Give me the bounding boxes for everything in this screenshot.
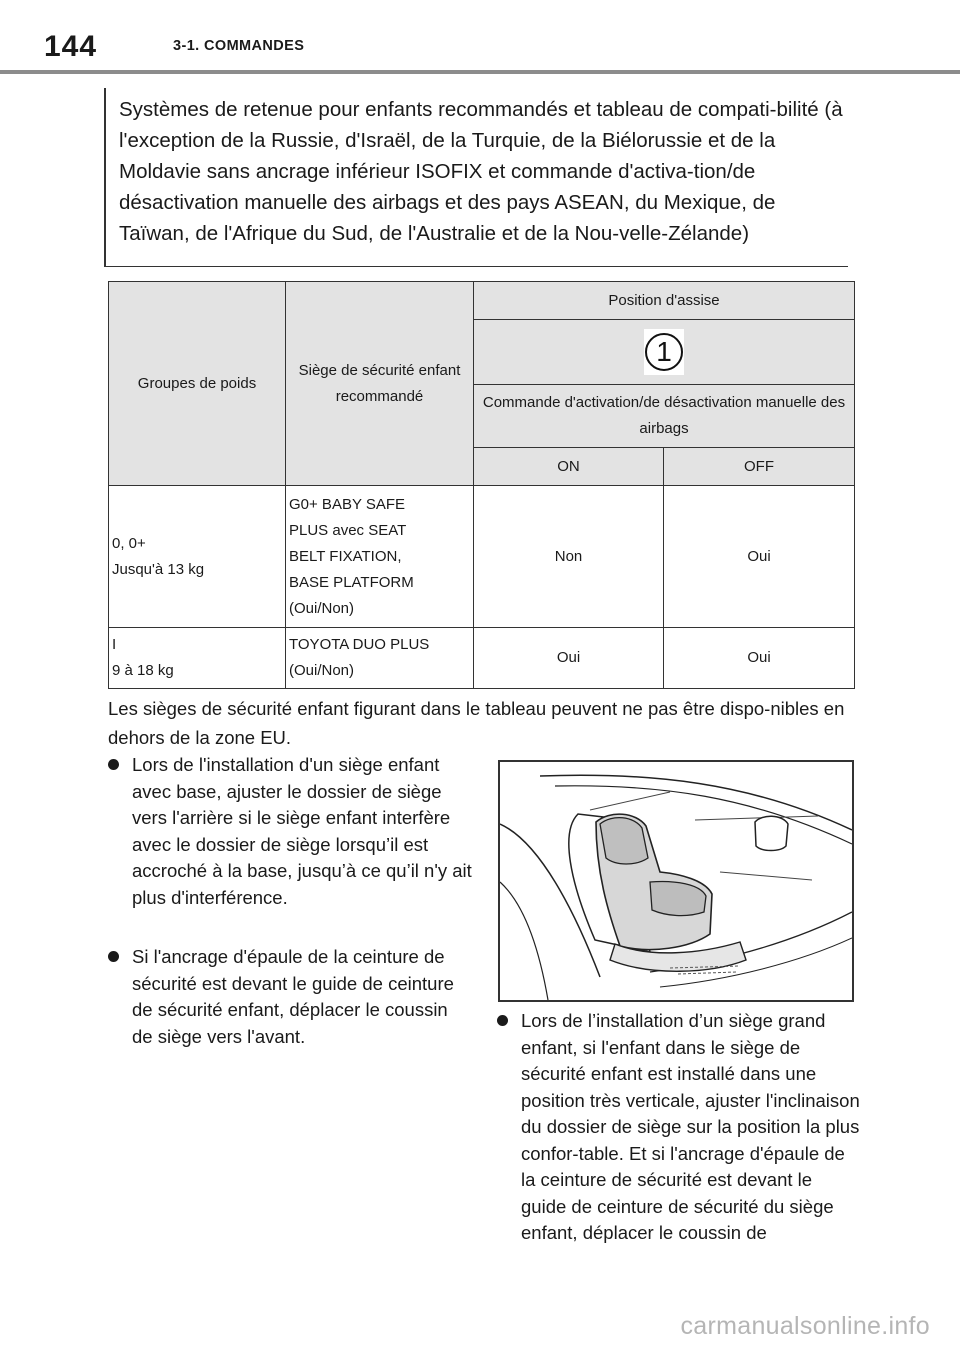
row-seat-model xyxy=(286,628,474,689)
seat-model-line: (Oui/Non) xyxy=(289,662,355,679)
child-seat-drawing xyxy=(500,762,852,1000)
row-weight-group xyxy=(109,486,286,628)
seat-model-line: BELT FIXATION, xyxy=(289,547,402,565)
seat-number-circle: 1 xyxy=(645,333,683,371)
header-rule xyxy=(0,70,960,74)
seat-model-line: (Oui/Non) xyxy=(289,599,355,617)
row-group-weight: 9 à 18 kg xyxy=(112,662,174,679)
header-weight-group: Groupes de poids xyxy=(109,282,286,486)
bullet-text: Lors de l'installation d'un siège enfant avec base, ajuster le dossier de siège vers l'arrière si le siège enfant interfère avec le dossier de siège lorsqu’il est accroché à la base, jusqu’à ce qu’il n'y ait plus d'interférence. xyxy=(132,754,472,908)
row-weight-group xyxy=(109,628,286,689)
bullet-dot-icon xyxy=(497,1015,508,1026)
page-number: 144 xyxy=(44,30,98,63)
compatibility-table xyxy=(108,281,855,689)
bullet-text: Lors de l’installation d’un siège grand enfant, si l'enfant dans le siège de sécurité enfant est installé dans une position très verticale, ajuster l'inclinaison du dossier de siège sur la position la plus confor-table. Et si l'ancrage d'épaule de la ceinture de sécurité est devant le guide de ceinture de sécurité du siège enfant, déplacer le coussin de xyxy=(521,1010,860,1243)
child-seat-illustration xyxy=(498,760,854,1002)
row-off-value: Oui xyxy=(664,628,855,689)
row-group-weight: Jusqu'à 13 kg xyxy=(112,560,205,578)
table-row xyxy=(109,628,855,689)
row-group-class: I xyxy=(112,636,117,653)
header-airbag-switch: Commande d'activation/de désactivation manuelle des airbags xyxy=(474,385,855,448)
header-off: OFF xyxy=(664,448,855,486)
bullet-dot-icon xyxy=(108,759,119,770)
header-recommended-seat: Siège de sécurité enfant recommandé xyxy=(286,282,474,486)
section-title: 3-1. COMMANDES xyxy=(173,38,305,54)
header-seat-number-cell xyxy=(474,320,855,385)
header-on: ON xyxy=(474,448,664,486)
row-group-class: 0, 0+ xyxy=(112,534,146,552)
site-watermark: carmanualsonline.info xyxy=(680,1312,930,1340)
row-on-value: Non xyxy=(474,486,664,628)
seat-model-line: TOYOTA DUO PLUS xyxy=(289,636,430,653)
row-off-value: Oui xyxy=(664,486,855,628)
row-on-value: Oui xyxy=(474,628,664,689)
seat-model-line: G0+ BABY SAFE xyxy=(289,495,406,513)
bullet-text: Si l'ancrage d'épaule de la ceinture de sécurité est devant le guide de ceinture de sécurité enfant, déplacer le coussin de siège vers l'avant. xyxy=(132,946,454,1047)
intro-box xyxy=(104,88,848,267)
seat-number-box xyxy=(644,329,684,375)
table-row xyxy=(109,486,855,628)
availability-note: Les sièges de sécurité enfant figurant dans le tableau peuvent ne pas être dispo-nibles en dehors de la zone EU. xyxy=(108,698,845,748)
row-seat-model xyxy=(286,486,474,628)
intro-text: Systèmes de retenue pour enfants recommandés et tableau de compati-bilité (à l'exception de la Russie, d'Israël, de la Turquie, de la Biélorussie et de la Moldavie sans ancrage inférieur ISOFIX et commande d'activa-tion/de désactivation manuelle des airbags et des pays ASEAN, du Mexique, de Taïwan, de l'Afrique du Sud, de l'Australie et de la Nou-velle-Zélande) xyxy=(119,98,843,245)
bullet-item xyxy=(108,944,472,1050)
bullet-dot-icon xyxy=(108,951,119,962)
header-seat-position: Position d'assise xyxy=(474,282,855,320)
bullet-item xyxy=(497,1008,861,1247)
seat-model-line: BASE PLATFORM xyxy=(289,573,414,591)
bullet-item xyxy=(108,752,472,911)
seat-model-line: PLUS avec SEAT xyxy=(289,521,407,539)
